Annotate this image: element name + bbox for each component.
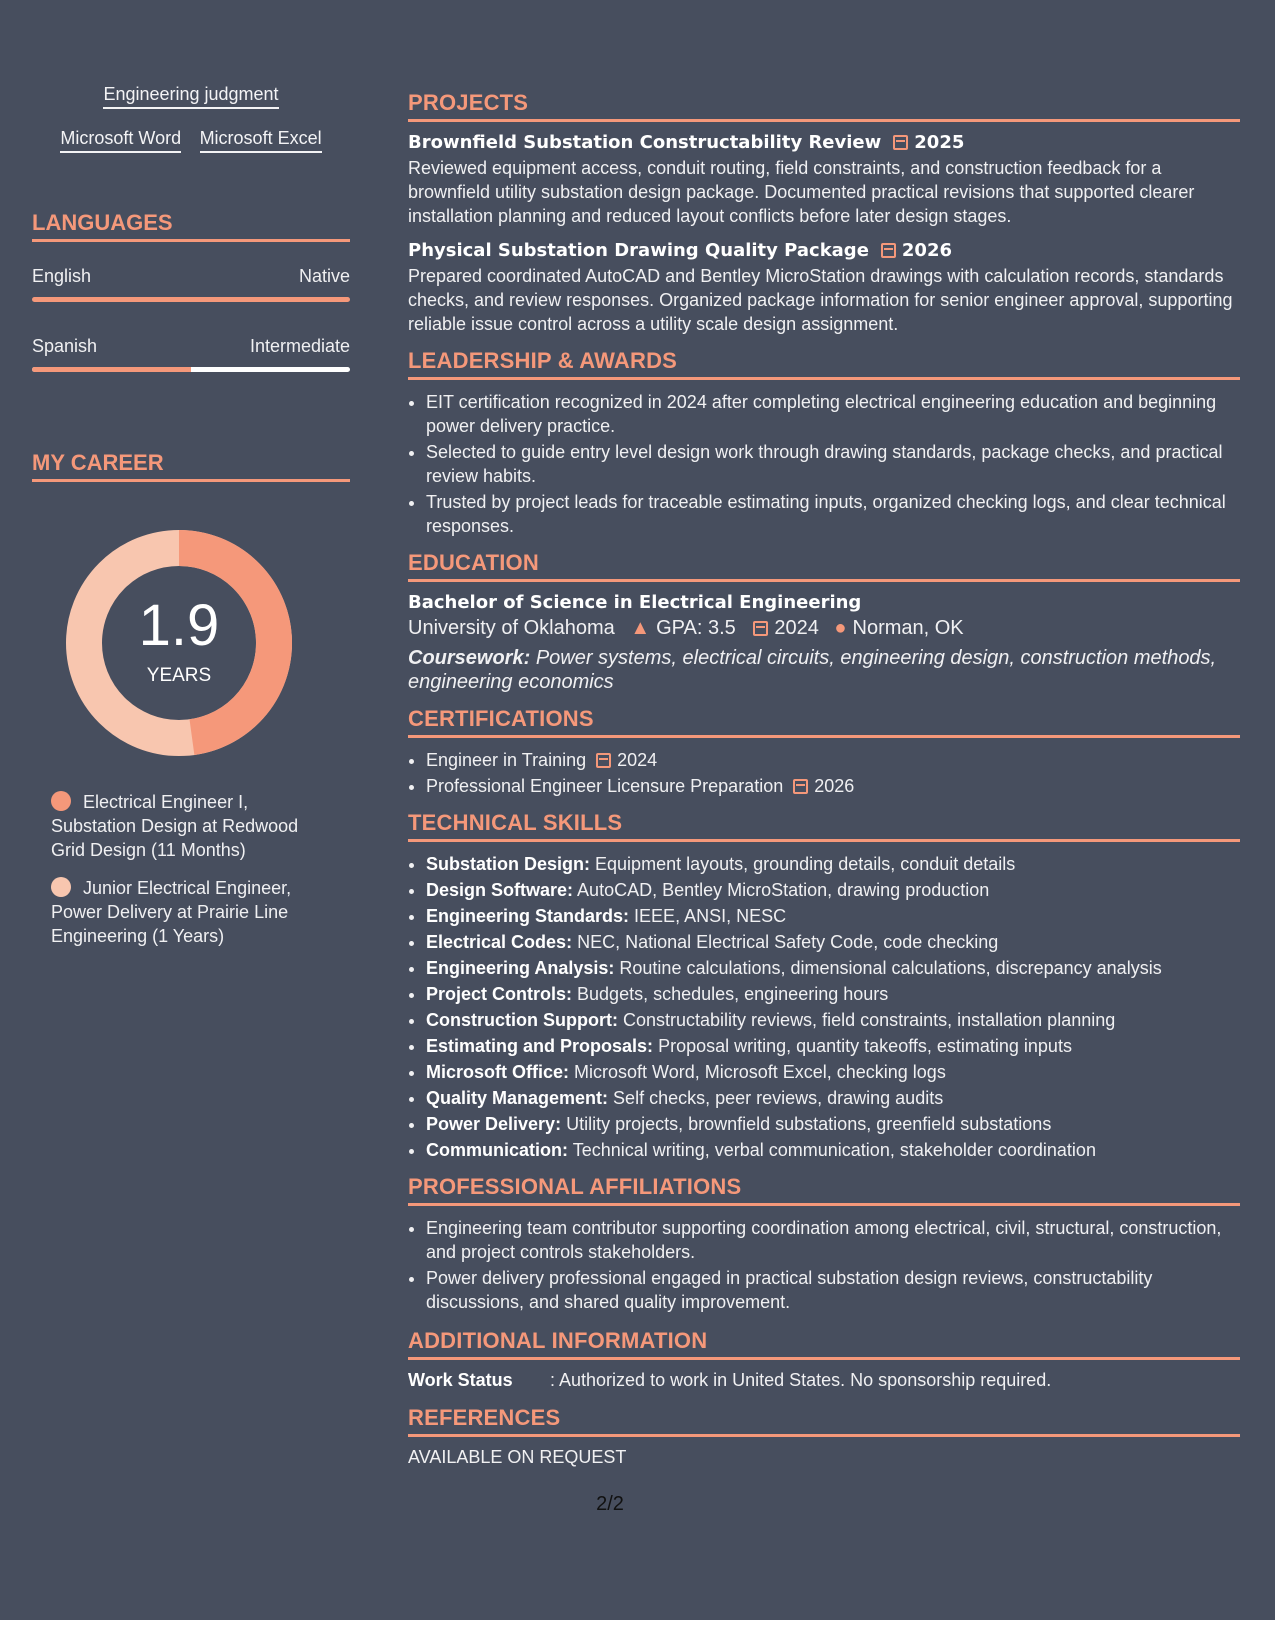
graduation-cap-icon: ▲ — [630, 617, 651, 639]
certification-year: 2024 — [617, 750, 658, 770]
career-total-years: 1.9 — [138, 593, 220, 658]
skill-item — [426, 982, 1240, 1006]
section-heading: PROJECTS — [408, 90, 1240, 122]
list-item: • Power delivery professional engaged in practical substation design reviews, constructability discussions, and shared quality improvement. — [426, 1266, 1240, 1314]
skills-list — [408, 852, 1240, 1162]
skill-value: Equipment layouts, grounding details, conduit details — [595, 854, 1016, 874]
certification-item — [426, 748, 1240, 772]
calendar-icon — [881, 243, 896, 258]
skill-tags-row-2 — [32, 128, 350, 153]
language-name: English — [32, 266, 92, 286]
leadership-section — [408, 348, 1240, 538]
education-details — [408, 617, 1240, 640]
skill-label: Engineering Standards: — [426, 906, 630, 926]
page-number: 2/2 — [596, 1493, 624, 1515]
skill-value: Technical writing, verbal communication, stakeholder coordination — [572, 1140, 1096, 1160]
gpa: GPA: 3.5 — [656, 617, 736, 639]
language-row — [32, 336, 350, 357]
skill-value: Microsoft Word, Microsoft Excel, checking logs — [574, 1062, 946, 1082]
skill-label: Communication: — [426, 1140, 568, 1160]
skill-value: NEC, National Electrical Safety Code, code checking — [577, 932, 999, 952]
career-entry — [51, 876, 321, 948]
project-description: Prepared coordinated AutoCAD and Bentley MicroStation drawings with calculation records, standards checks, and review responses. Organized package information for senior engineer approval, supporting reliable issue control across a utility scale design assignment. — [408, 266, 1233, 334]
coursework — [408, 646, 1240, 694]
skill-label: Quality Management: — [426, 1088, 609, 1108]
certification-name: Engineer in Training — [426, 750, 587, 770]
skill-item — [426, 1112, 1240, 1136]
career-legend-dot — [51, 791, 71, 811]
references-section — [408, 1405, 1240, 1468]
skill-value: Constructability reviews, field constraints, installation planning — [623, 1010, 1116, 1030]
projects-section — [408, 90, 1240, 336]
certification-name: Professional Engineer Licensure Preparation — [426, 776, 784, 796]
education-section — [408, 550, 1240, 694]
skill-label: Microsoft Office: — [426, 1062, 570, 1082]
section-heading: LEADERSHIP & AWARDS — [408, 348, 1240, 380]
language-level: Native — [298, 266, 350, 286]
work-status-value: : Authorized to work in United States. No sponsorship required. — [550, 1370, 1052, 1390]
skill-label: Design Software: — [426, 880, 574, 900]
main-content — [408, 90, 1240, 1468]
career-years-label: YEARS — [146, 665, 212, 686]
section-heading: REFERENCES — [408, 1405, 1240, 1437]
section-heading: TECHNICAL SKILLS — [408, 810, 1240, 842]
skill-tag: Microsoft Word — [60, 128, 181, 153]
language-row — [32, 266, 350, 287]
project-title-row — [408, 240, 1240, 261]
list-item: • Trusted by project leads for traceable estimating inputs, organized checking logs, and clear technical responses. — [426, 490, 1240, 538]
career-entry — [51, 790, 321, 862]
calendar-icon — [893, 135, 908, 150]
skill-item — [426, 1060, 1240, 1084]
calendar-icon — [753, 621, 768, 636]
list-item: • EIT certification recognized in 2024 after completing electrical engineering education and beginning power delivery practice. — [426, 390, 1240, 438]
skill-item — [426, 1034, 1240, 1058]
skill-label: Electrical Codes: — [426, 932, 573, 952]
career-entry-text: Junior Electrical Engineer, Power Delivery at Prairie Line Engineering (1 Years) — [51, 878, 292, 946]
skill-label: Project Controls: — [426, 984, 573, 1004]
coursework-text: Power systems, electrical circuits, engineering design, construction methods, engineering economics — [408, 647, 1217, 693]
skill-item — [426, 878, 1240, 902]
skill-value: Utility projects, brownfield substations, greenfield substations — [566, 1114, 1052, 1134]
degree: Bachelor of Science in Electrical Engineering — [408, 592, 862, 613]
skill-item — [426, 956, 1240, 980]
skill-label: Substation Design: — [426, 854, 591, 874]
skill-label: Construction Support: — [426, 1010, 618, 1030]
section-heading: CERTIFICATIONS — [408, 706, 1240, 738]
language-bar — [32, 297, 350, 302]
skill-item — [426, 1086, 1240, 1110]
calendar-icon — [596, 753, 611, 768]
skill-tag: Microsoft Excel — [200, 128, 322, 153]
skill-tag: Engineering judgment — [103, 84, 278, 109]
section-heading: PROFESSIONAL AFFILIATIONS — [408, 1174, 1240, 1206]
education-location: Norman, OK — [852, 617, 964, 639]
list-item: • Engineering team contributor supporting coordination among electrical, civil, structural, construction, and project controls stakeholders. — [426, 1216, 1240, 1264]
language-bar-fill — [32, 297, 350, 302]
location-pin-icon: ● — [834, 617, 847, 639]
language-bar-fill — [32, 367, 191, 372]
section-heading: EDUCATION — [408, 550, 1240, 582]
skill-item — [426, 852, 1240, 876]
skill-item — [426, 1138, 1240, 1162]
additional-information-section — [408, 1328, 1240, 1391]
coursework-label: Coursework: — [408, 647, 531, 669]
school: University of Oklahoma — [408, 617, 615, 639]
skill-value: Budgets, schedules, engineering hours — [577, 984, 889, 1004]
project-title-row — [408, 132, 1240, 153]
skill-value: AutoCAD, Bentley MicroStation, drawing production — [577, 880, 990, 900]
calendar-icon — [793, 779, 808, 794]
skill-label: Power Delivery: — [426, 1114, 562, 1134]
skill-item — [426, 904, 1240, 928]
skill-value: Proposal writing, quantity takeoffs, estimating inputs — [658, 1036, 1072, 1056]
list-item: • Selected to guide entry level design work through drawing standards, package checks, and practical review habits. — [426, 440, 1240, 488]
certification-item — [426, 774, 1240, 798]
section-heading: ADDITIONAL INFORMATION — [408, 1328, 1240, 1360]
career-heading: MY CAREER — [32, 450, 350, 482]
languages-heading: LANGUAGES — [32, 210, 350, 242]
skill-label: Estimating and Proposals: — [426, 1036, 654, 1056]
work-status-row — [408, 1370, 1240, 1391]
skill-tags-row-1 — [32, 84, 350, 109]
language-bar — [32, 367, 350, 372]
skill-value: IEEE, ANSI, NESC — [634, 906, 787, 926]
language-name: Spanish — [32, 336, 98, 356]
project-description: Reviewed equipment access, conduit routing, field constraints, and construction feedback for a brownfield utility substation design package. Documented practical revisions that supported clearer installation planning and reduced layout conflicts before later design stages. — [408, 158, 1195, 226]
affiliations-list — [408, 1216, 1240, 1314]
affiliations-section — [408, 1174, 1240, 1314]
project-title: Brownfield Substation Constructability Review — [408, 132, 882, 153]
project-title: Physical Substation Drawing Quality Package — [408, 240, 869, 261]
language-level: Intermediate — [249, 336, 350, 356]
skill-item — [426, 1008, 1240, 1032]
skill-value: Routine calculations, dimensional calculations, discrepancy analysis — [619, 958, 1162, 978]
certifications-list — [408, 748, 1240, 798]
skill-item — [426, 930, 1240, 954]
leadership-list — [408, 390, 1240, 538]
career-entry-text: Electrical Engineer I, Substation Design at Redwood Grid Design (11 Months) — [51, 792, 299, 860]
skill-label: Engineering Analysis: — [426, 958, 615, 978]
project-year: 2025 — [914, 132, 965, 153]
certification-year: 2026 — [814, 776, 855, 796]
project-year: 2026 — [901, 240, 953, 261]
education-year: 2024 — [774, 617, 819, 639]
skill-value: Self checks, peer reviews, drawing audits — [613, 1088, 944, 1108]
sidebar — [0, 0, 383, 1620]
career-legend-dot — [51, 877, 71, 897]
certifications-section — [408, 706, 1240, 798]
references-text: AVAILABLE ON REQUEST — [408, 1447, 627, 1467]
technical-skills-section — [408, 810, 1240, 1162]
work-status-label: Work Status — [408, 1370, 513, 1390]
